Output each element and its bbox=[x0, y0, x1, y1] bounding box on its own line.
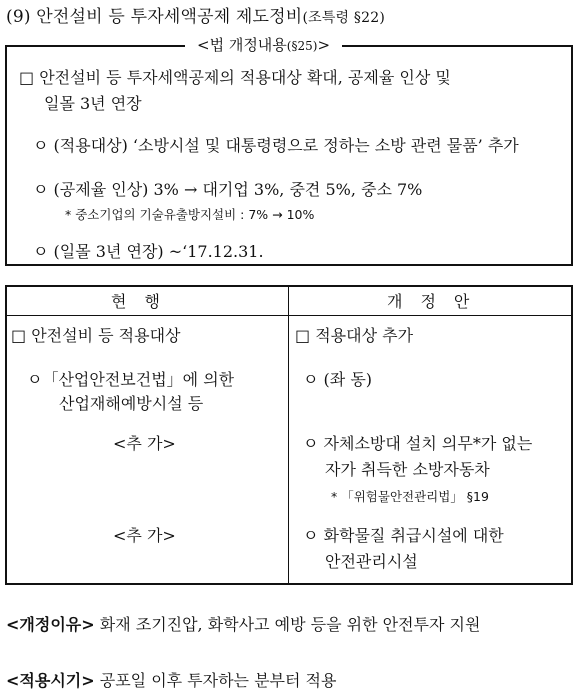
section-title-main: (9) 안전설비 등 투자세액공제 제도정비 bbox=[6, 7, 303, 27]
timing-text: 공포일 이후 투자하는 분부터 적용 bbox=[99, 671, 337, 690]
revised-heading: □ 적용대상 추가 bbox=[295, 326, 414, 345]
revised-item-2a: ㅇ 자체소방대 설치 의무*가 없는 bbox=[303, 434, 533, 453]
revised-item-3a: ㅇ 화학물질 취급시설에 대한 bbox=[303, 526, 504, 545]
amendment-summary-box bbox=[5, 36, 573, 266]
summary-legend bbox=[185, 34, 342, 55]
revised-item-2b: 자가 취득한 소방자동차 bbox=[325, 460, 490, 479]
current-add-1: <추 가> bbox=[113, 434, 176, 453]
summary-item-sunset: ㅇ (일몰 3년 연장) ~‘17.12.31. bbox=[33, 242, 264, 261]
header-divider bbox=[7, 315, 571, 316]
revised-item-3b: 안전관리시설 bbox=[325, 552, 418, 571]
legend-ref: (§25) bbox=[286, 39, 318, 53]
column-divider bbox=[288, 287, 289, 583]
reason-label: <개정이유> bbox=[6, 615, 95, 634]
effective-timing bbox=[6, 668, 336, 691]
revised-item-1: ㅇ (좌 동) bbox=[303, 370, 373, 389]
section-title-ref: (조특령 §22) bbox=[302, 10, 385, 26]
column-header-revised: 개정안 bbox=[387, 292, 488, 311]
legend-main: <법 개정내용 bbox=[197, 36, 287, 54]
summary-item-scope: ㅇ (적용대상) ‘소방시설 및 대통령령으로 정하는 소방 관련 물품’ 추가 bbox=[33, 136, 519, 155]
column-header-current: 현행 bbox=[111, 292, 178, 311]
timing-label: <적용시기> bbox=[6, 671, 95, 690]
comparison-table bbox=[5, 285, 573, 585]
revised-item-2-note: * 「위험물안전관리법」 §19 bbox=[331, 489, 489, 504]
summary-item-rate: ㅇ (공제율 인상) 3% → 대기업 3%, 중견 5%, 중소 7% bbox=[33, 180, 423, 199]
summary-note-sme: * 중소기업의 기술유출방지설비 : 7% → 10% bbox=[65, 207, 315, 222]
current-heading: □ 안전설비 등 적용대상 bbox=[11, 326, 181, 345]
section-title bbox=[6, 2, 385, 27]
legend-close: > bbox=[317, 36, 331, 54]
summary-headline-2: 일몰 3년 연장 bbox=[44, 94, 142, 113]
current-add-2: <추 가> bbox=[113, 526, 176, 545]
current-item-1b: 산업재해예방시설 등 bbox=[59, 394, 204, 413]
summary-headline-1: □ 안전설비 등 투자세액공제의 적용대상 확대, 공제율 인상 및 bbox=[19, 68, 451, 87]
reason-text: 화재 조기진압, 화학사고 예방 등을 위한 안전투자 지원 bbox=[99, 615, 481, 634]
current-item-1a: ㅇ「산업안전보건법」에 의한 bbox=[27, 370, 235, 389]
amendment-reason bbox=[6, 612, 480, 635]
